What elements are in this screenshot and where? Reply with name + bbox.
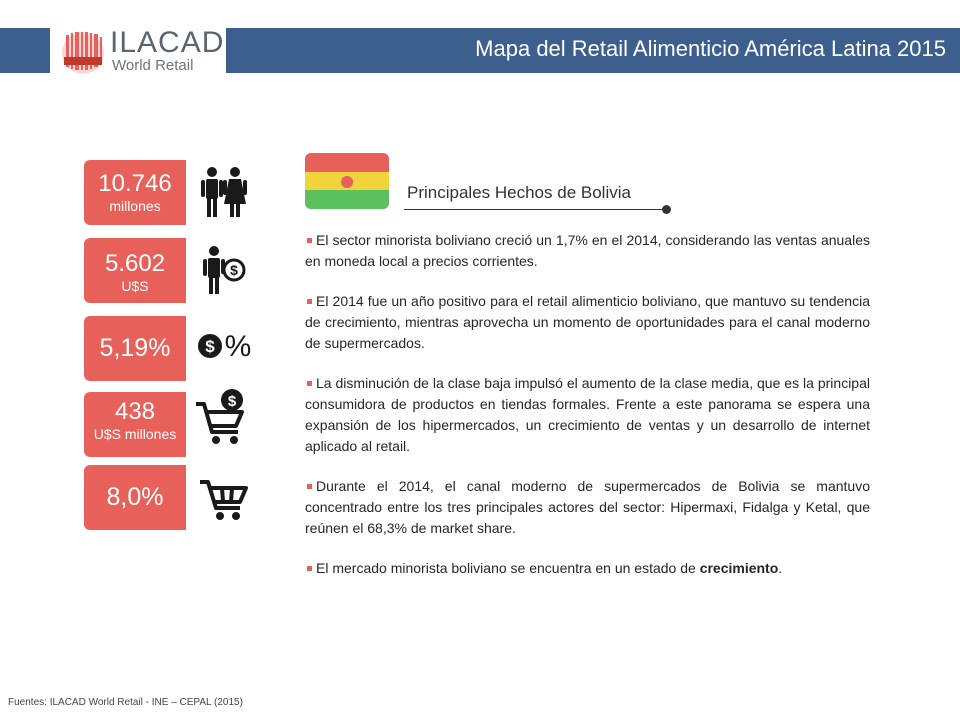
bullet-marker xyxy=(307,299,312,304)
stat-value: 5,19% xyxy=(99,334,171,362)
stat-unit: U$S xyxy=(121,278,149,294)
list-item: El sector minorista boliviano creció un 1,7% en el 2014, considerando las ventas anuales en moneda local a precios corrientes. xyxy=(305,232,870,269)
source-note: Fuentes: ILACAD World Retail - INE – CEPAL (2015) xyxy=(8,697,243,708)
bullet-marker xyxy=(307,484,312,489)
bold-keyword: crecimiento xyxy=(699,560,779,576)
bullet-marker xyxy=(307,381,312,386)
logo-name: ILACAD xyxy=(110,26,225,59)
svg-text:%: % xyxy=(224,330,252,363)
svg-text:$: $ xyxy=(227,393,237,410)
flag-stripe-red xyxy=(305,153,389,172)
title-underline xyxy=(404,209,666,210)
flag-stripe-green xyxy=(305,190,389,209)
stat-retail-sales xyxy=(84,392,186,457)
stat-value: 5.602 xyxy=(104,250,166,277)
title-underline-dot xyxy=(662,205,671,214)
stat-growth xyxy=(84,316,186,381)
list-item: El 2014 fue un año positivo para el retail alimenticio boliviano, que mantuvo su tendencia de crecimiento, mientras aprovecha un momento de oportunidades para el canal moderno de supermercados. xyxy=(305,293,870,351)
stat-population xyxy=(84,160,186,225)
cart-dollar-icon xyxy=(192,386,256,450)
logo-barcode-icon xyxy=(60,27,106,75)
bullet-marker xyxy=(307,566,312,571)
stat-gdp-per-capita xyxy=(84,238,186,303)
logo xyxy=(50,22,226,80)
stat-value: 438 xyxy=(114,398,156,425)
svg-text:$: $ xyxy=(205,337,215,356)
logo-subtitle: World Retail xyxy=(112,57,194,74)
cart-icon xyxy=(192,466,256,530)
dollar-percent-icon xyxy=(192,316,256,380)
bullet-marker xyxy=(307,238,312,243)
list-item: El mercado minorista boliviano se encuentra en un estado de crecimiento. xyxy=(305,558,870,579)
stat-unit: U$S millones xyxy=(93,426,177,442)
stat-unit: millones xyxy=(109,198,161,214)
page-title: Mapa del Retail Alimenticio América Latina 2015 xyxy=(475,36,946,61)
people-icon xyxy=(192,162,256,226)
facts-list xyxy=(305,230,870,598)
list-item: La disminución de la clase baja impulsó el aumento de la clase media, que es la principal consumidora de productos en tiendas formales. Frente a este panorama se espera una expansión de los hipermercados, un crecimiento de ventas y un desarrollo de internet aplicado al retail. xyxy=(305,375,870,454)
stat-value: 8,0% xyxy=(106,483,164,511)
stat-value: 10.746 xyxy=(98,170,172,197)
flag-emblem-icon xyxy=(341,176,353,188)
list-item: Durante el 2014, el canal moderno de supermercados de Bolivia se mantuvo concentrado entre los tres principales actores del sector: Hipermaxi, Fidalga y Ketal, que reúnen el 68,3% de market share. xyxy=(305,478,870,536)
section-title: Principales Hechos de Bolivia xyxy=(407,183,631,202)
flag-stripe-yellow xyxy=(305,172,389,191)
person-dollar-icon xyxy=(192,240,256,304)
stat-retail-growth xyxy=(84,465,186,530)
svg-text:$: $ xyxy=(230,262,238,278)
bolivia-flag xyxy=(305,153,389,209)
